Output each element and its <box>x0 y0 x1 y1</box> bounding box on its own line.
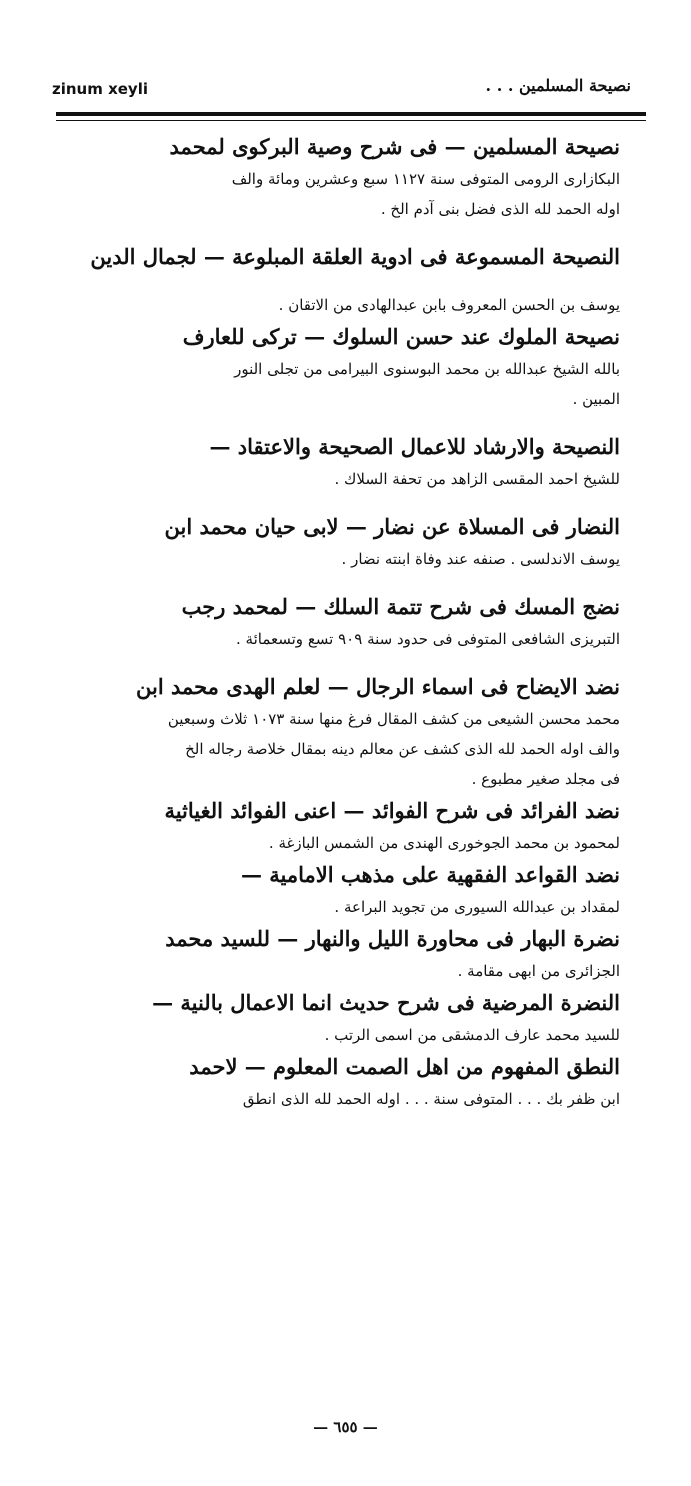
bibliography-entry <box>70 290 620 414</box>
entry-title-line: النطق المفهوم من اهل الصمت المعلوم — لاحمد <box>189 1054 620 1079</box>
header-author: zinum xeyli <box>52 80 148 98</box>
bibliography-entry <box>70 510 620 574</box>
bibliography-entry <box>70 670 620 1114</box>
header-rule-thick <box>56 112 646 116</box>
entry-title-line: نضج المسك فى شرح تتمة السلك — لمحمد رجب <box>181 594 620 619</box>
bibliography-entry <box>70 590 620 654</box>
entry-title-line: النضرة المرضية فى شرح حديث انما الاعمال بالنية — <box>152 990 620 1015</box>
entry-title-line: النضار فى المسلاة عن نضار — لابى حيان محمد ابن <box>164 514 620 539</box>
entry-title-line: نضد القواعد الفقهية على مذهب الامامية — <box>240 862 620 887</box>
bibliography-entry <box>70 130 620 224</box>
entry-text-line: المبين . <box>572 390 620 408</box>
entry-text-line: يوسف الاندلسى . صنفه عند وفاة ابنته نضار . <box>341 550 620 568</box>
entry-text-line: للشيخ احمد المقسى الزاهد من تحفة السلاك . <box>334 470 620 488</box>
entry-text-line: بالله الشيخ عبدالله بن محمد البوسنوى البيرامى من تجلى النور <box>234 360 620 378</box>
entry-title-line: نصيحة الملوك عند حسن السلوك — تركى للعارف <box>182 324 620 349</box>
bibliography-entry <box>70 240 620 274</box>
entry-text-line: والف اوله الحمد لله الذى كشف عن معالم دينه بمقال خلاصة رجاله الخ <box>185 740 620 758</box>
bibliography-entry <box>70 430 620 494</box>
entry-text-line: للسيد محمد عارف الدمشقى من اسمى الرتب . <box>324 1026 620 1044</box>
entry-text-line: التبريزى الشافعى المتوفى فى حدود سنة ٩٠٩ تسع وتسعمائة . <box>236 630 620 648</box>
entry-text-line: يوسف بن الحسن المعروف بابن عبدالهادى من الاتقان . <box>278 296 620 314</box>
document-body <box>70 130 620 1130</box>
entry-title-line: نضد الايضاح فى اسماء الرجال — لعلم الهدى محمد ابن <box>135 674 620 699</box>
entry-title-line: النصيحة المسموعة فى ادوية العلقة المبلوعة — لجمال الدين <box>90 244 620 269</box>
entry-text-line: محمد محسن الشيعى من كشف المقال فرغ منها سنة ١٠٧٣ ثلاث وسبعين <box>167 710 620 728</box>
entry-text-line: الجزائرى من ابهى مقامة . <box>457 962 620 980</box>
entry-title-line: نضرة البهار فى محاورة الليل والنهار — للسيد محمد <box>165 926 620 951</box>
header-title: نصيحة المسلمين . . . <box>485 76 631 95</box>
entry-text-line: اوله الحمد لله الذى فضل بنى آدم الخ . <box>380 200 620 218</box>
entry-title-line: نضد الفرائد فى شرح الفوائد — اعنى الفوائد الغياثية <box>164 798 620 823</box>
entry-title-line: نصيحة المسلمين — فى شرح وصية البركوى لمحمد <box>169 134 620 159</box>
entry-text-line: لمقداد بن عبدالله السيورى من تجويد البراعة . <box>334 898 620 916</box>
entry-text-line: ابن ظفر بك . . . المتوفى سنة . . . اوله الحمد لله الذى انطق <box>242 1090 620 1108</box>
entry-text-line: فى مجلد صغير مطبوع . <box>471 770 620 788</box>
entry-title-line: النصيحة والارشاد للاعمال الصحيحة والاعتقاد — <box>209 434 620 459</box>
page-number: — ٦٥٥ — <box>313 1418 378 1436</box>
entry-text-line: لمحمود بن محمد الجوخورى الهندى من الشمس البازغة . <box>268 834 620 852</box>
entry-text-line: البكازارى الرومى المتوفى سنة ١١٢٧ سبع وعشرين ومائة والف <box>231 170 620 188</box>
header-rule-thin <box>56 120 646 121</box>
